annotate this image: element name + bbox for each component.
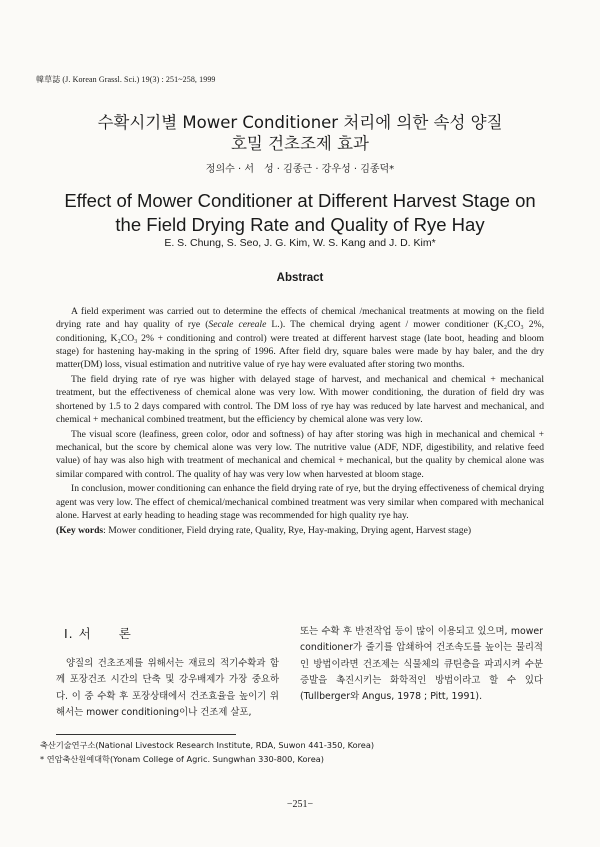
footnote-divider xyxy=(56,734,236,735)
abstract-paragraph-4: In conclusion, mower conditioning can enhance the field drying rate of rye, but the drying effectiveness of chemical drying agent was very low. The effect of chemical/mechanical combined treatment was very similar when compared with mechanical alone. Harvest at early heading to heading stage was recommended for high quality rye hay. xyxy=(56,483,544,521)
introduction-left-column xyxy=(56,656,279,721)
introduction-left-text: 양질의 건초조제를 위해서는 재료의 적기수확과 함께 포장건조 시간의 단축 및 강우배제가 가장 중요하다. 이 중 수확 후 포장상태에서 건조효율을 높이기 위해서는 mower conditioning이나 건조제 살포, xyxy=(56,658,279,718)
korean-authors: 정의수 · 서 성 · 김종근 · 강우성 · 김종덕* xyxy=(205,164,395,175)
journal-reference: 韓草誌 (J. Korean Grassl. Sci.) 19(3) : 251~258, 1999 xyxy=(36,75,216,84)
abstract-p1-text-a: A field experiment was carried out to determine the effects of chemical /mechanical treatments at mowing on the field drying rate and hay quality of rye ( xyxy=(56,306,544,331)
english-title xyxy=(0,189,600,237)
korean-title-line-2: 호밀 건초조제 효과 xyxy=(230,134,369,153)
keywords xyxy=(56,524,544,537)
abstract-heading: Abstract xyxy=(276,272,324,284)
keywords-label: (Key words xyxy=(56,524,104,536)
introduction-right-text: 또는 수확 후 반전작업 등이 많이 이용되고 있으며, mower conditioner가 줄기를 압쇄하여 건조속도를 높이는 물리적인 방법이라면 건조제는 식물체의 큐틴층을 파괴시켜 수분 증발을 촉진시키는 화학적인 방법이라고 할 수 있다(Tullberger와 Angus, 1978 ; Pitt, 1991). xyxy=(300,626,543,703)
footnote-affiliation-2: * 연암축산원예대학(Yonam College of Agric. Sungwhan 330-800, Korea) xyxy=(40,753,324,764)
keywords-text: : Mower conditioner, Field drying rate, Quality, Rye, Hay-making, Drying agent, Harvest stage) xyxy=(103,524,472,536)
section-heading-introduction: Ⅰ. 서 론 xyxy=(64,626,132,641)
english-authors: E. S. Chung, S. Seo, J. G. Kim, W. S. Kang and J. D. Kim* xyxy=(164,237,436,249)
species-name: Secale cereale xyxy=(208,319,267,331)
abstract-paragraph-3: The visual score (leafiness, green color, odor and softness) of hay after storing was high in mechanical and chemical + mechanical, but the score by chemical alone was very low. The nutritive value (ADF, NDF, digestibility, and relative feed value) of hay was also high with treatment of mechanical and chemical + mechanical, but the quality by chemical alone was similar compared with control. The quality of hay was very low when harvested at bloom stage. xyxy=(56,428,544,480)
english-title-line-2: the Field Drying Rate and Quality of Rye Hay xyxy=(115,214,485,235)
page-number: −251− xyxy=(286,799,314,810)
abstract-paragraph-2: The field drying rate of rye was higher with delayed stage of harvest, and mechanical and chemical + mechanical treatment, but the effectiveness of chemical alone was very low. With mower conditioning, the duration of field dry was shortened by 1.5 to 2 days compared with control. The DM loss of rye hay was reduced by late harvest and mechanical, and chemical + mechanical combined treatment, but the efficiency by chemical alone was very low. xyxy=(56,373,544,425)
korean-title-line-1: 수확시기별 Mower Conditioner 처리에 의한 속성 양질 xyxy=(97,113,503,132)
abstract-paragraph-1 xyxy=(56,305,544,371)
abstract-p1-text-b: L.). The chemical drying agent / mower conditioner (K₂CO₃ 2%, conditioning, K₂CO₃ 2% + conditioning and control) were treated at different harvest stage (late boot, heading and bloom stage) for hastening hay-making in the spring of 1996. After field dry, square bales were made by hay baler, and the dry matter(DM) loss, visual estimation and nutritive value of rye hay were evaluated after storing two months. xyxy=(56,319,544,371)
footnote-affiliation-1: 축산기술연구소(National Livestock Research Institute, RDA, Suwon 441-350, Korea) xyxy=(40,740,375,750)
footnotes xyxy=(40,739,374,766)
korean-title xyxy=(0,112,600,154)
introduction-right-column xyxy=(300,624,543,705)
abstract-body xyxy=(56,305,544,539)
english-title-line-1: Effect of Mower Conditioner at Different Harvest Stage on xyxy=(64,190,536,211)
